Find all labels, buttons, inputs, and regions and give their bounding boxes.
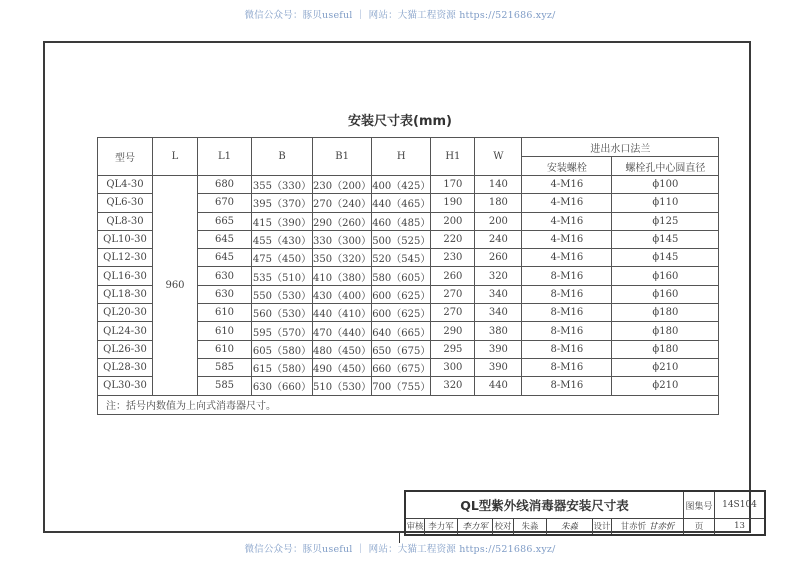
cell-B1: 490（450） (313, 358, 372, 376)
reviewer-name: 李力军 (425, 519, 458, 535)
atlas-label: 图集号 (684, 491, 715, 519)
cell-dia: ϕ100 (612, 176, 719, 194)
cell-dia: ϕ180 (612, 304, 719, 322)
cell-L1: 630 (198, 267, 252, 285)
cell-B1: 480（450） (313, 340, 372, 358)
cell-H: 400（425） (372, 176, 431, 194)
reviewer-signature: 李力军 (458, 519, 493, 535)
cell-L1: 665 (198, 212, 252, 230)
cell-B1: 330（300） (313, 230, 372, 248)
cell-H1: 170 (431, 176, 475, 194)
cell-dia: ϕ210 (612, 358, 719, 376)
watermark-bottom: 微信公众号：豚贝useful ｜ 网站：大猫工程资源 https://521686.xyz/ (244, 544, 556, 555)
cell-model: QL30-30 (98, 377, 153, 395)
cell-dia: ϕ110 (612, 194, 719, 212)
cell-model: QL20-30 (98, 304, 153, 322)
cell-H: 600（625） (372, 304, 431, 322)
cell-H: 640（665） (372, 322, 431, 340)
cell-B: 395（370） (252, 194, 313, 212)
cell-B: 455（430） (252, 230, 313, 248)
cell-W: 240 (475, 230, 522, 248)
header-H1: H1 (431, 138, 475, 176)
cell-B1: 230（200） (313, 176, 372, 194)
cell-W: 380 (475, 322, 522, 340)
cell-W: 390 (475, 340, 522, 358)
cell-dia: ϕ160 (612, 267, 719, 285)
installation-dimensions-table (97, 137, 719, 415)
header-bolt-circle-dia: 螺栓孔中心圆直径 (612, 157, 719, 176)
cell-H1: 270 (431, 304, 475, 322)
cell-W: 140 (475, 176, 522, 194)
cell-B1: 440（410） (313, 304, 372, 322)
cell-L-shared: 960 (153, 176, 198, 396)
cell-H1: 260 (431, 267, 475, 285)
cell-H: 520（545） (372, 249, 431, 267)
cell-H: 580（605） (372, 267, 431, 285)
cell-B1: 410（380） (313, 267, 372, 285)
header-model: 型号 (98, 138, 153, 176)
cell-H: 660（675） (372, 358, 431, 376)
cell-bolt: 8-M16 (522, 377, 612, 395)
cell-H1: 220 (431, 230, 475, 248)
cell-model: QL18-30 (98, 285, 153, 303)
cell-L1: 610 (198, 322, 252, 340)
cell-L1: 680 (198, 176, 252, 194)
cell-B1: 470（440） (313, 322, 372, 340)
cell-H: 500（525） (372, 230, 431, 248)
designer-signature: 甘赤忻 (648, 522, 675, 533)
cell-B1: 290（260） (313, 212, 372, 230)
header-L1: L1 (198, 138, 252, 176)
cell-H: 440（465） (372, 194, 431, 212)
atlas-number: 14S104 (715, 491, 766, 519)
cell-bolt: 4-M16 (522, 212, 612, 230)
cell-dia: ϕ180 (612, 322, 719, 340)
cell-B: 550（530） (252, 285, 313, 303)
header-flange-group: 进出水口法兰 (522, 138, 719, 157)
cell-bolt: 8-M16 (522, 322, 612, 340)
cell-B1: 270（240） (313, 194, 372, 212)
table-title: 安装尺寸表(mm) (348, 114, 452, 129)
cell-W: 390 (475, 358, 522, 376)
cell-H1: 190 (431, 194, 475, 212)
cell-L1: 585 (198, 358, 252, 376)
header-L: L (153, 138, 198, 176)
cell-model: QL12-30 (98, 249, 153, 267)
cell-model: QL24-30 (98, 322, 153, 340)
table-row (98, 176, 719, 194)
cell-dia: ϕ180 (612, 340, 719, 358)
cell-dia: ϕ125 (612, 212, 719, 230)
cell-B: 475（450） (252, 249, 313, 267)
drawing-title: QL型紫外线消毒器安装尺寸表 (405, 491, 684, 519)
title-block (404, 490, 766, 536)
page-number: 13 (715, 519, 766, 535)
cell-B: 560（530） (252, 304, 313, 322)
cell-H: 460（485） (372, 212, 431, 230)
cell-bolt: 4-M16 (522, 194, 612, 212)
cell-H1: 320 (431, 377, 475, 395)
check-label: 校对 (493, 519, 514, 535)
cell-H1: 270 (431, 285, 475, 303)
cell-B: 595（570） (252, 322, 313, 340)
cell-B: 605（580） (252, 340, 313, 358)
cell-bolt: 8-M16 (522, 304, 612, 322)
cell-dia: ϕ145 (612, 230, 719, 248)
page-label: 页 (684, 519, 715, 535)
header-bolt: 安装螺栓 (522, 157, 612, 176)
cell-L1: 670 (198, 194, 252, 212)
cell-model: QL10-30 (98, 230, 153, 248)
cell-L1: 645 (198, 230, 252, 248)
checker-signature: 朱淼 (547, 519, 593, 535)
cell-H1: 290 (431, 322, 475, 340)
cell-dia: ϕ160 (612, 285, 719, 303)
cell-W: 180 (475, 194, 522, 212)
cell-W: 340 (475, 304, 522, 322)
cell-bolt: 8-M16 (522, 340, 612, 358)
cell-model: QL28-30 (98, 358, 153, 376)
cell-H1: 200 (431, 212, 475, 230)
cell-bolt: 8-M16 (522, 358, 612, 376)
header-B1: B1 (313, 138, 372, 176)
cell-L1: 610 (198, 340, 252, 358)
cell-H1: 230 (431, 249, 475, 267)
header-W: W (475, 138, 522, 176)
header-B: B (252, 138, 313, 176)
cell-H: 600（625） (372, 285, 431, 303)
cell-W: 340 (475, 285, 522, 303)
note-row (98, 395, 719, 414)
cell-B: 535（510） (252, 267, 313, 285)
cell-dia: ϕ210 (612, 377, 719, 395)
cell-model: QL26-30 (98, 340, 153, 358)
cell-bolt: 4-M16 (522, 249, 612, 267)
cell-B1: 350（320） (313, 249, 372, 267)
cell-model: QL6-30 (98, 194, 153, 212)
header-H: H (372, 138, 431, 176)
cell-W: 200 (475, 212, 522, 230)
designer-name: 甘赤忻 (620, 522, 647, 533)
cell-B1: 430（400） (313, 285, 372, 303)
watermark-top: 微信公众号：豚贝useful ｜ 网站：大猫工程资源 https://521686.xyz/ (244, 10, 556, 21)
cell-H1: 300 (431, 358, 475, 376)
cell-bolt: 4-M16 (522, 230, 612, 248)
cell-bolt: 4-M16 (522, 176, 612, 194)
review-label: 审核 (405, 519, 425, 535)
cell-W: 320 (475, 267, 522, 285)
designer-name-and-signature (612, 519, 684, 535)
cell-B: 415（390） (252, 212, 313, 230)
cell-B: 615（580） (252, 358, 313, 376)
table-note: 注：括号内数值为上向式消毒器尺寸。 (98, 395, 719, 414)
cell-dia: ϕ145 (612, 249, 719, 267)
cell-H1: 295 (431, 340, 475, 358)
cell-L1: 585 (198, 377, 252, 395)
cell-model: QL8-30 (98, 212, 153, 230)
cell-B: 630（660） (252, 377, 313, 395)
cell-bolt: 8-M16 (522, 267, 612, 285)
cell-B1: 510（530） (313, 377, 372, 395)
checker-name: 朱淼 (514, 519, 547, 535)
cell-model: QL4-30 (98, 176, 153, 194)
cell-bolt: 8-M16 (522, 285, 612, 303)
cell-model: QL16-30 (98, 267, 153, 285)
cell-W: 440 (475, 377, 522, 395)
cell-B: 355（330） (252, 176, 313, 194)
cell-L1: 610 (198, 304, 252, 322)
cell-H: 700（755） (372, 377, 431, 395)
cell-L1: 645 (198, 249, 252, 267)
cell-W: 260 (475, 249, 522, 267)
cell-H: 650（675） (372, 340, 431, 358)
cell-L1: 630 (198, 285, 252, 303)
design-label: 设计 (593, 519, 612, 535)
